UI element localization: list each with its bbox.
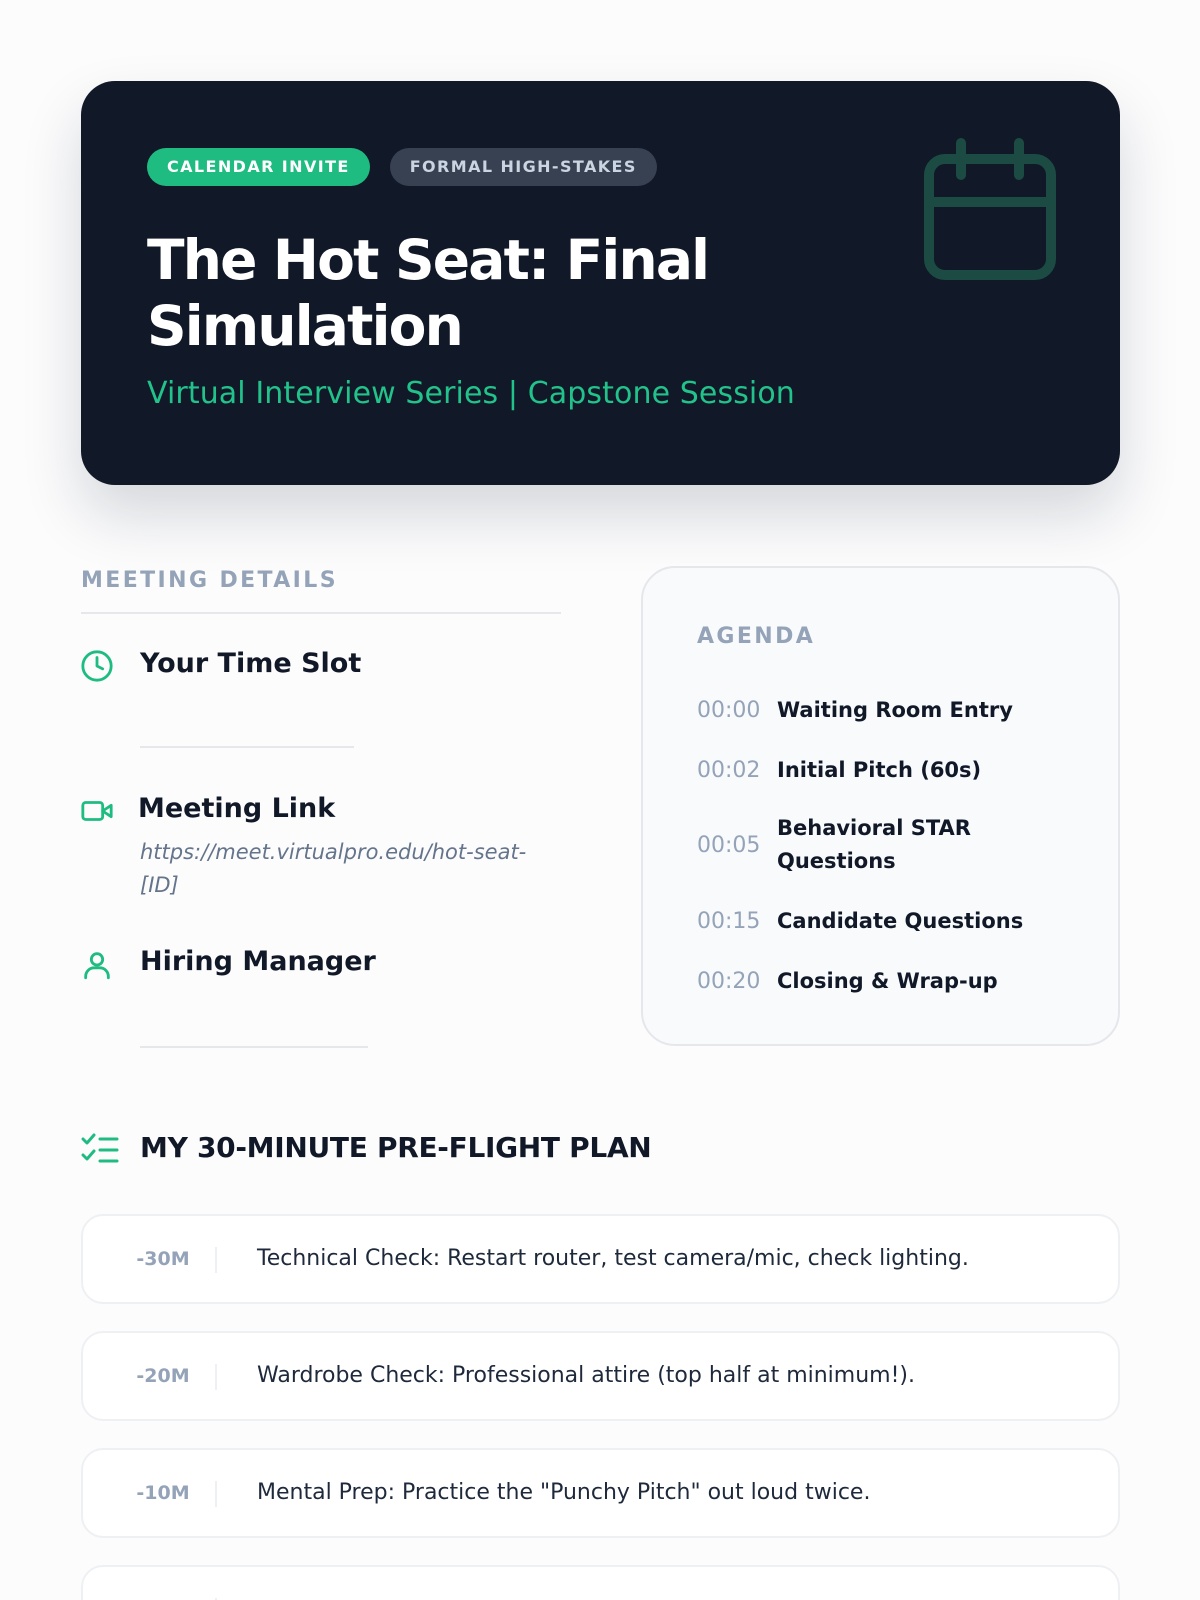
meeting-link-title: Meeting Link: [138, 793, 336, 824]
meeting-details-label: MEETING DETAILS: [81, 568, 338, 593]
agenda-time: 00:20: [697, 968, 761, 994]
agenda-item: [697, 890, 1077, 952]
time-slot-title: Your Time Slot: [140, 648, 362, 679]
plan-item-partial: [81, 1565, 1120, 1600]
plan-item: [81, 1331, 1120, 1421]
calendar-invite-badge: CALENDAR INVITE: [147, 148, 370, 186]
plan-item-offset: -20M: [136, 1365, 190, 1387]
plan-item-separator: [215, 1481, 217, 1507]
plan-item: [81, 1214, 1120, 1304]
agenda-item: [697, 952, 1077, 1010]
user-icon: [80, 948, 114, 982]
plan-item-offset: -10M: [136, 1482, 190, 1504]
agenda-text: Initial Pitch (60s): [777, 757, 982, 782]
time-slot-value-line: [140, 746, 354, 748]
plan-item-text: Wardrobe Check: Professional attire (top half at minimum!).: [257, 1363, 915, 1388]
plan-item-text: Technical Check: Restart router, test camera/mic, check lighting.: [257, 1246, 969, 1271]
pre-flight-plan-title: MY 30-MINUTE PRE-FLIGHT PLAN: [140, 1131, 652, 1164]
meeting-details-divider: [81, 612, 561, 614]
plan-item-separator: [215, 1364, 217, 1390]
agenda-card: [641, 566, 1120, 1046]
meeting-link-url[interactable]: https://meet.virtualpro.edu/hot-seat-[ID]: [140, 840, 527, 897]
calendar-icon: [915, 137, 1065, 287]
formal-high-stakes-badge: FORMAL HIGH-STAKES: [390, 148, 657, 186]
hiring-manager-title: Hiring Manager: [140, 946, 376, 977]
agenda-label: AGENDA: [697, 624, 816, 649]
page-title: The Hot Seat: Final Simulation: [147, 228, 709, 358]
plan-item-text: Mental Prep: Practice the "Punchy Pitch" out loud twice.: [257, 1480, 871, 1505]
agenda-time: 00:00: [697, 697, 761, 723]
agenda-text: Waiting Room Entry: [777, 697, 1013, 722]
agenda-text: Closing & Wrap-up: [777, 968, 998, 993]
video-camera-icon: [80, 794, 114, 828]
checklist-icon: [81, 1133, 119, 1167]
agenda-time: 00:05: [697, 832, 761, 858]
agenda-text: Candidate Questions: [777, 908, 1024, 933]
invite-header: [81, 81, 1120, 485]
agenda-item: [697, 680, 1077, 740]
hiring-manager-value-line: [140, 1046, 368, 1048]
agenda-item: [697, 800, 997, 890]
clock-icon: [80, 649, 114, 683]
badge-group: [147, 148, 657, 186]
plan-item: [81, 1448, 1120, 1538]
agenda-time: 00:02: [697, 757, 761, 783]
agenda-item: [697, 740, 1077, 800]
page-subtitle: Virtual Interview Series | Capstone Session: [147, 376, 795, 411]
agenda-text: Behavioral STAR Questions: [777, 816, 971, 873]
agenda-time: 00:15: [697, 908, 761, 934]
plan-item-separator: [215, 1247, 217, 1273]
plan-item-offset: -30M: [136, 1248, 190, 1270]
